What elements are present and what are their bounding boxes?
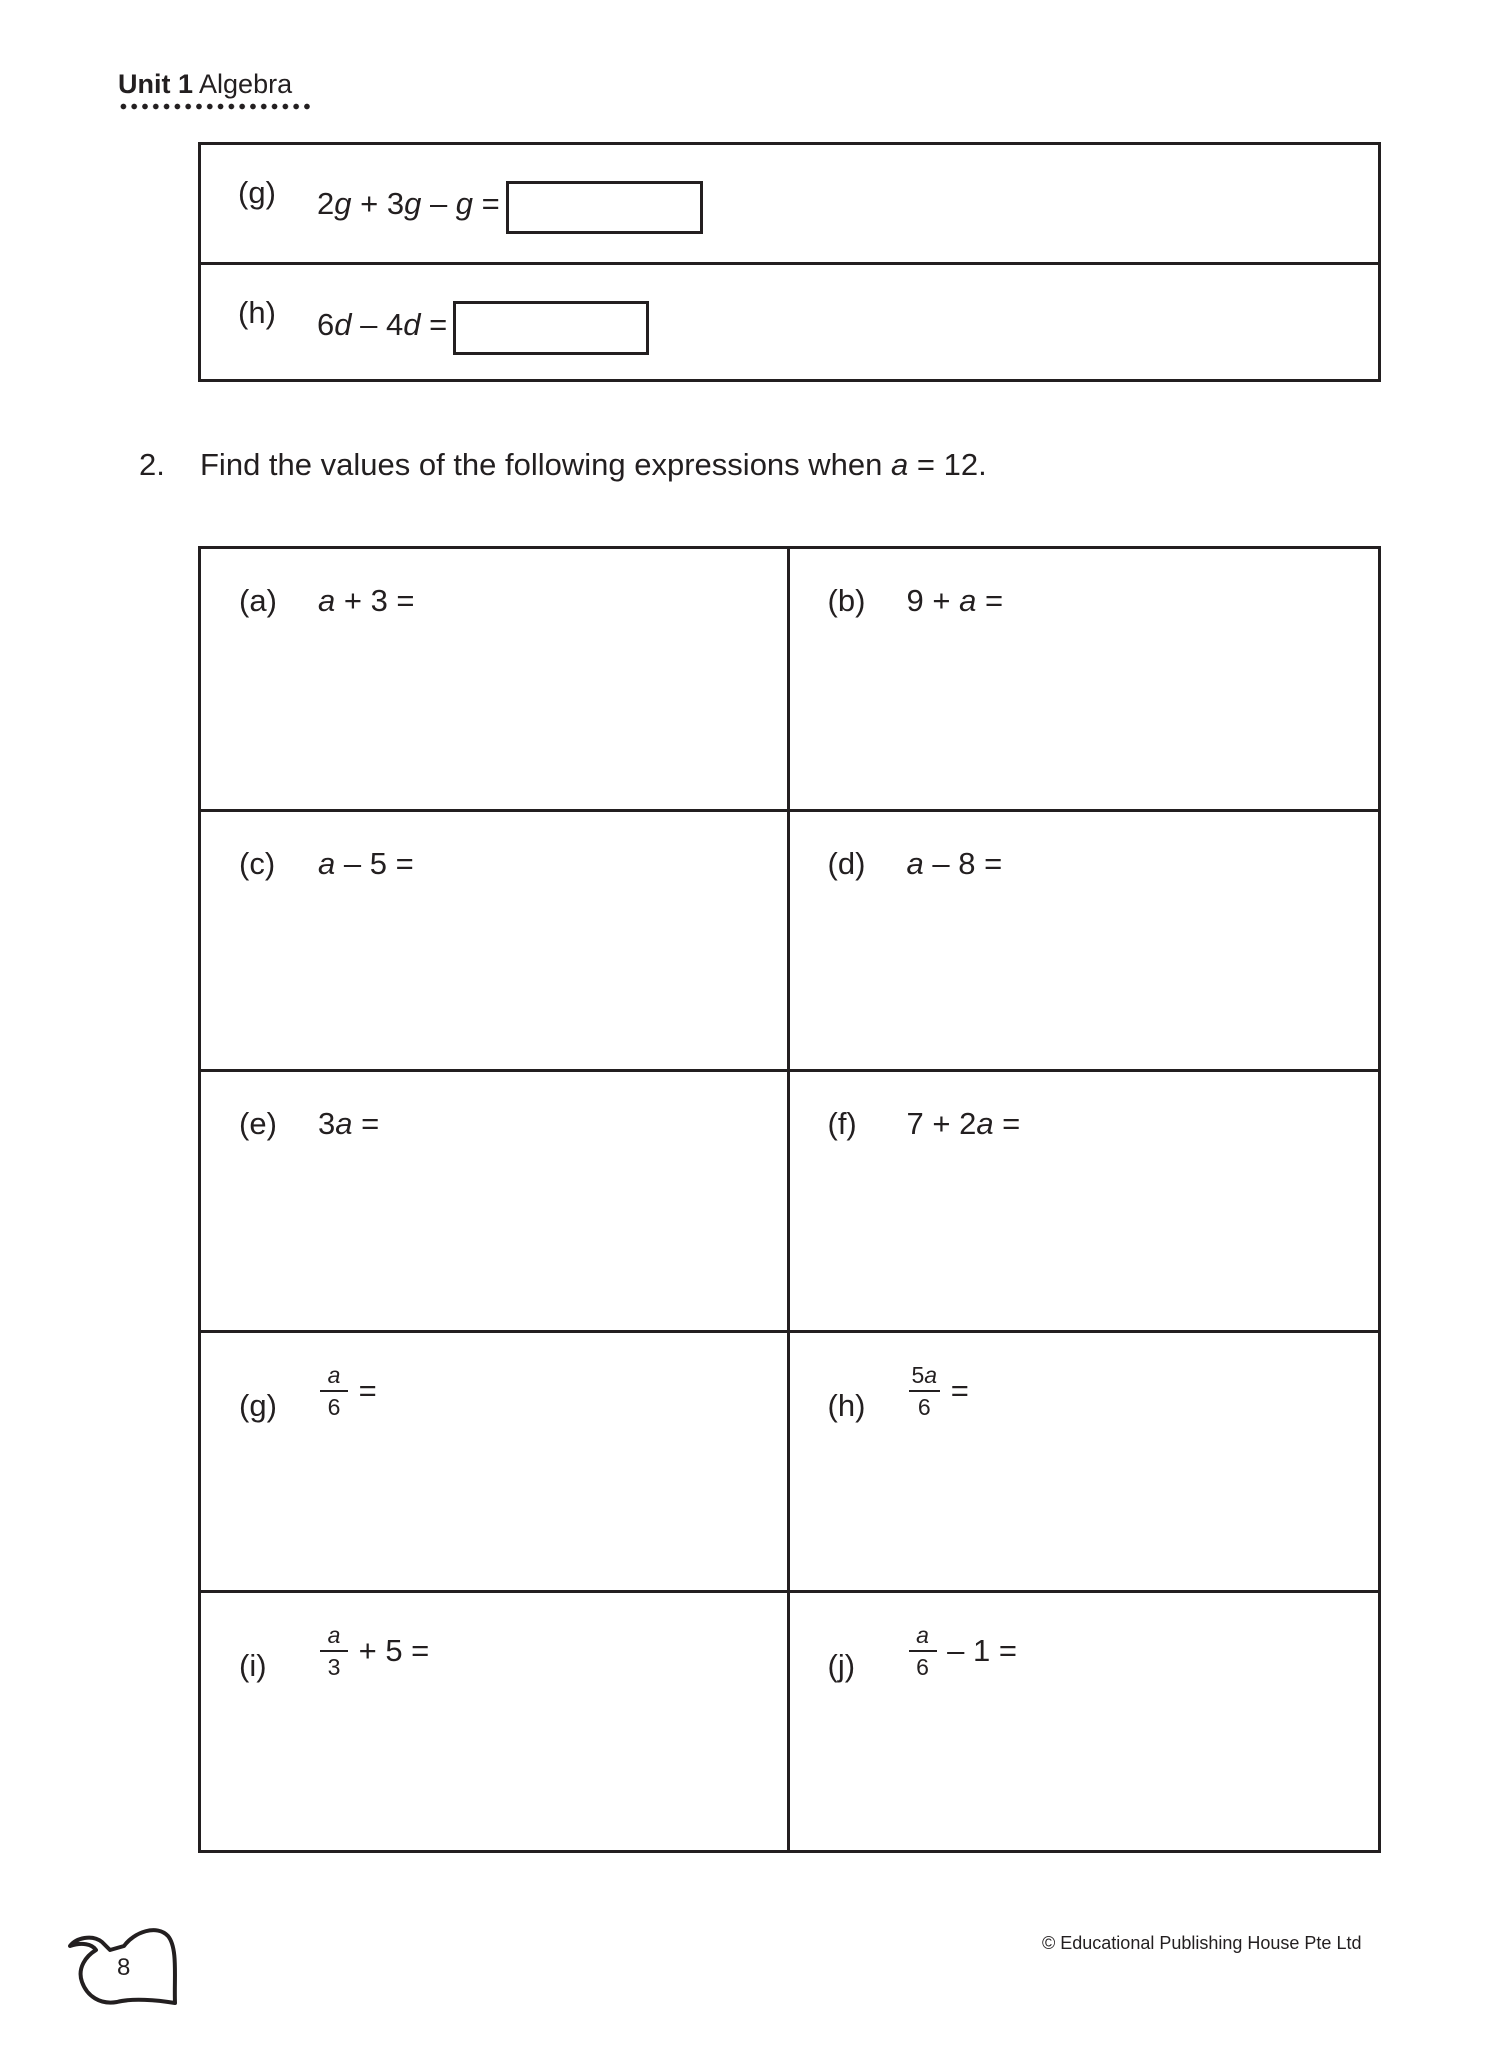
numerator [909,1363,941,1387]
table-row [201,262,1378,379]
fraction [909,1623,937,1679]
simplify-table [198,142,1381,382]
expression-text: – [421,186,456,221]
unit-number: Unit 1 [118,69,194,99]
dotted-underline [118,103,312,110]
expression [317,177,703,230]
expression-text: = [942,1373,969,1409]
numerator [913,1623,932,1647]
question-variable: a [891,447,909,482]
expression [318,585,415,616]
variable: a [335,1106,353,1142]
expression-text: – 4 [351,306,404,342]
variable: g [334,186,352,221]
unit-topic: Algebra [199,69,293,99]
expression [906,846,1003,882]
expression-text: – 1 = [938,1633,1017,1669]
fraction-bar [909,1650,937,1652]
expression [317,297,649,351]
expression-text: = [352,1106,380,1142]
question-text: Find the values of the following expressions when [200,447,892,482]
item-label: (d) [827,846,866,882]
numerator [325,1623,344,1647]
answer-cell[interactable] [201,809,790,1069]
variable: d [334,306,352,342]
fraction [909,1363,941,1419]
expression [318,1106,380,1142]
question-number: 2. [139,447,165,482]
fraction-bar [320,1390,348,1392]
expression-text: = [473,186,500,221]
expression-text: 3 [327,1653,341,1680]
variable: a [976,1106,994,1142]
answer-cell[interactable] [790,1330,1379,1590]
expression [318,846,414,882]
answer-cell[interactable] [201,1590,790,1850]
fraction [320,1623,348,1679]
variable: a [924,1361,938,1388]
unit-heading [118,68,292,100]
expression [907,1363,969,1419]
question-value: = 12. [908,447,987,482]
variable: a [906,846,924,882]
expression [907,585,1004,616]
expression-text: = [350,1373,377,1409]
item-label: (j) [827,1647,856,1683]
expression-text: + 3 = [335,583,415,618]
expression-text: 7 + 2 [906,1106,977,1142]
item-label: (c) [239,846,276,882]
denominator [913,1655,932,1679]
answer-cell[interactable] [201,1069,790,1329]
answer-cell[interactable] [790,549,1379,809]
item-label: (i) [239,1647,267,1683]
variable: a [916,1621,929,1648]
expression [907,1623,1017,1679]
fraction [320,1363,348,1419]
answer-box[interactable] [506,181,703,234]
expression-text: – 8 = [923,846,1003,882]
item-label: (b) [827,583,866,618]
question-2 [139,447,987,483]
expression-text: 3 [318,1106,336,1142]
expression [318,1363,377,1419]
expression-text: 6 [916,1653,929,1680]
fraction-bar [320,1650,348,1652]
expression-text: 9 + [906,583,960,618]
expression [906,1106,1021,1142]
variable: a [959,583,977,618]
denominator [325,1655,344,1679]
expression-text: 5 [911,1361,925,1388]
table-row [201,145,1378,262]
item-label: (g) [238,175,276,210]
item-label: (g) [239,1387,277,1423]
item-label: (a) [239,583,277,618]
item-label: (e) [239,1106,277,1142]
variable: a [327,1361,341,1388]
item-label: (h) [238,295,276,330]
variable: a [327,1621,341,1648]
answer-cell[interactable] [790,1590,1379,1850]
expression-text: = [976,583,1004,618]
item-label: (f) [827,1106,857,1142]
item-label: (h) [827,1387,866,1423]
expression-text: 6 [317,306,335,342]
denominator [915,1395,934,1419]
numerator [325,1363,344,1387]
expression-text: = [420,306,448,342]
page-number: 8 [117,1954,131,1981]
expression-text: 6 [327,1393,341,1420]
variable: a [318,846,336,882]
answer-cell[interactable] [790,1069,1379,1329]
expression-text: = [993,1106,1021,1142]
denominator [325,1395,344,1419]
copyright-notice: © Educational Publishing House Pte Ltd [1042,1933,1362,1953]
expression-text: 2 [317,186,335,221]
answer-cell[interactable] [201,549,790,809]
answer-cell[interactable] [201,1330,790,1590]
answer-grid [198,546,1381,1853]
variable: g [455,186,474,221]
expression-text: 6 [917,1393,931,1420]
expression-text: + 5 = [350,1633,430,1669]
answer-box[interactable] [453,301,649,355]
variable: d [403,306,421,342]
answer-cell[interactable] [790,809,1379,1069]
fraction-bar [909,1390,941,1392]
variable: g [404,186,422,221]
variable: a [318,583,336,618]
expression [318,1623,429,1679]
expression-text: + 3 [351,186,405,221]
expression-text: – 5 = [335,846,414,882]
